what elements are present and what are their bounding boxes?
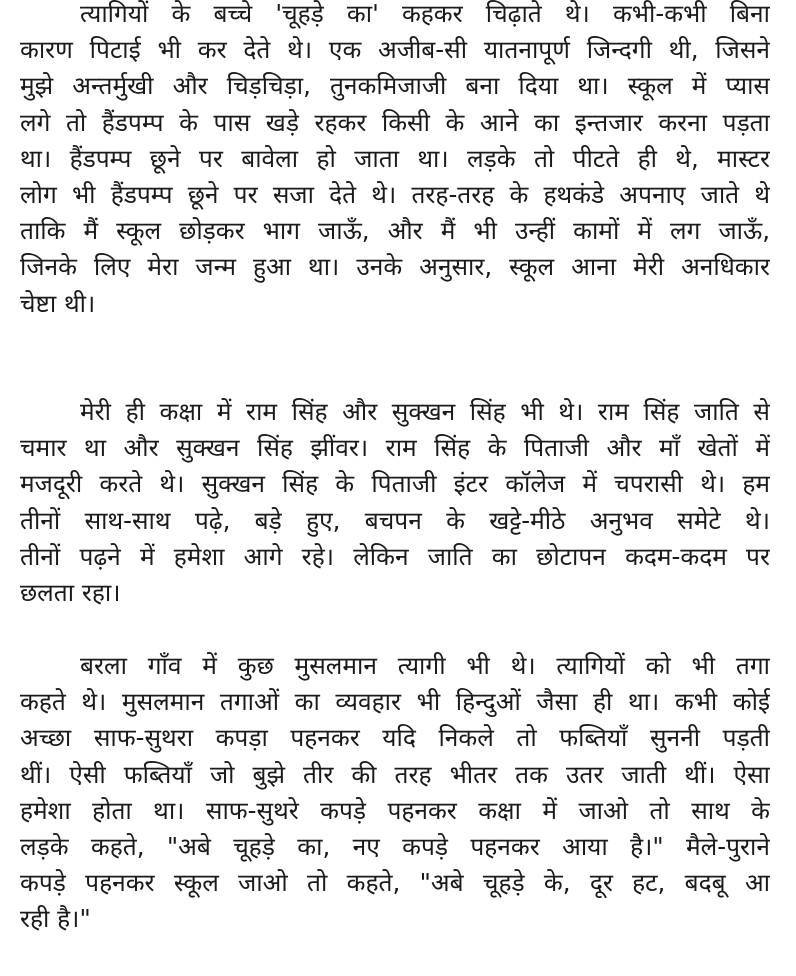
paragraph-1	[20, 0, 770, 322]
text-line: कारण पिटाई भी कर देते थे। एक अजीब-सी यातनापूर्ण जिन्दगी थी, जिसने	[20, 35, 770, 65]
text-line: रही है।"	[20, 904, 91, 934]
text-line: तीनों पढ़ने में हमेशा आगे रहे। लेकिन जाति का छोटापन कदम-कदम पर	[20, 541, 770, 571]
text-line: तीनों साथ-साथ पढ़े, बड़े हुए, बचपन के खट्टे-मीठे अनुभव समेटे थे।	[20, 505, 770, 535]
text-line: त्यागियों के बच्चे 'चूहड़े का' कहकर चिढ़ाते थे। कभी-कभी बिना	[80, 0, 770, 28]
text-line: लोग भी हैंडपम्प छूने पर सजा देते थे। तरह-तरह के हथकंडे अपनाए जाते थे	[20, 180, 770, 210]
text-line: बरला गाँव में कुछ मुसलमान त्यागी भी थे। त्यागियों को भी तगा	[80, 651, 770, 680]
text-line: अच्छा साफ-सुथरा कपड़ा पहनकर यदि निकले तो फब्तियाँ सुननी पड़ती	[20, 723, 770, 753]
text-line: चेष्टा थी।	[20, 288, 96, 318]
text-line: था। हैंडपम्प छूने पर बावेला हो जाता था। लड़के तो पीटते ही थे, मास्टर	[20, 143, 770, 173]
text-line: हमेशा होता था। साफ-सुथरे कपड़े पहनकर कक्षा में जाओ तो साथ के	[20, 795, 770, 825]
text-line: थीं। ऐसी फब्तियाँ जो बुझे तीर की तरह भीतर तक उतर जाती थीं। ऐसा	[20, 759, 770, 789]
text-line: ताकि मैं स्कूल छोड़कर भाग जाऊँ, और मैं भी उन्हीं कामों में लग जाऊँ,	[20, 216, 770, 246]
text-line: मेरी ही कक्षा में राम सिंह और सुक्खन सिंह भी थे। राम सिंह जाति से	[80, 397, 770, 426]
paragraph-3	[20, 648, 770, 938]
text-line: जिनके लिए मेरा जन्म हुआ था। उनके अनुसार, स्कूल आना मेरी अनधिकार	[20, 252, 770, 282]
text-line: कपड़े पहनकर स्कूल जाओ तो कहते, "अबे चूहड़े के, दूर हट, बदबू आ	[20, 868, 770, 898]
text-line: कहते थे। मुसलमान तगाओं का व्यवहार भी हिन्दुओं जैसा ही था। कभी कोई	[20, 687, 770, 717]
text-line: मुझे अन्तर्मुखी और चिड़चिड़ा, तुनकमिजाजी बना दिया था। स्कूल में प्यास	[20, 71, 770, 101]
text-line: मजदूरी करते थे। सुक्खन सिंह के पिताजी इंटर कॉलेज में चपरासी थे। हम	[20, 469, 770, 499]
text-line: लगे तो हैंडपम्प के पास खड़े रहकर किसी के आने का इन्तजार करना पड़ता	[20, 107, 770, 137]
text-line: छलता रहा।	[20, 578, 121, 608]
text-line: लड़के कहते, "अबे चूहड़े का, नए कपड़े पहनकर आया है।" मैले-पुराने	[20, 832, 770, 862]
text-line: चमार था और सुक्खन सिंह झींवर। राम सिंह के पिताजी और माँ खेतों में	[20, 433, 770, 463]
paragraph-2	[20, 394, 770, 611]
